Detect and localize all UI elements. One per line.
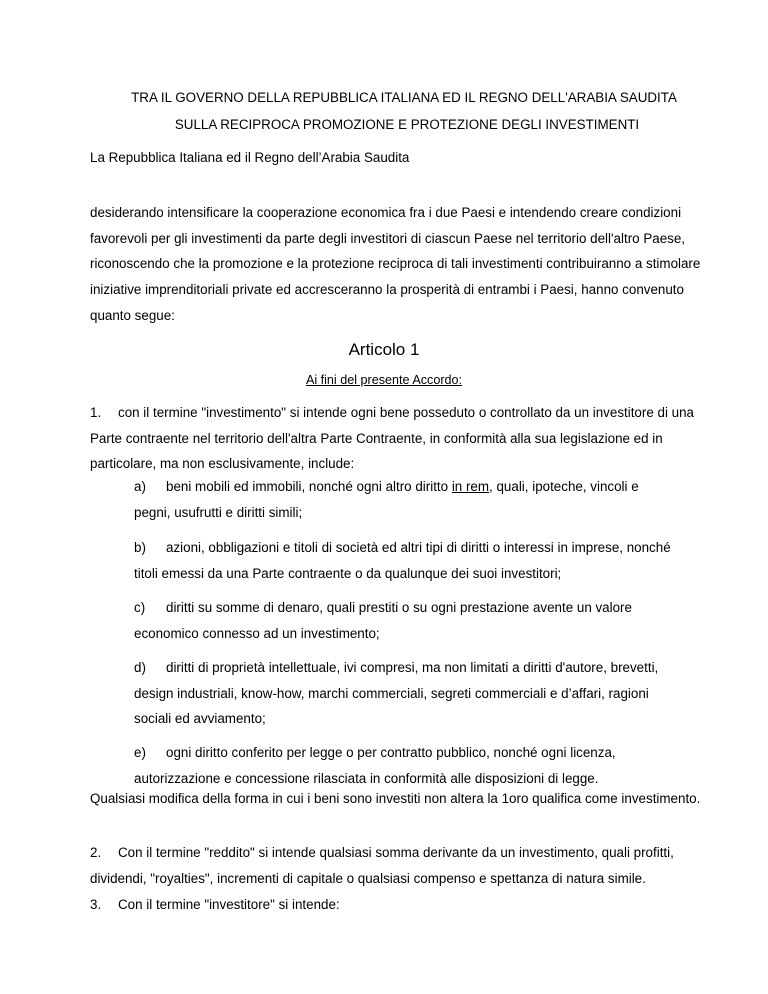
- clause-number: 2.: [90, 845, 102, 860]
- subclause-c: [134, 595, 674, 646]
- clause-text: Con il termine "reddito" si intende qualsiasi somma derivante da un investimento, quali profitti, dividendi, "royalties", incrementi di capitale o qualsiasi compenso e spettanza di natura simile.: [90, 845, 674, 886]
- subclause-text: diritti di proprietà intellettuale, ivi compresi, ma non limitati a diritti d'autore, brevetti, design industriali, know-how, marchi commerciali, segreti commerciali e d’affari, ragioni sociali ed avviamento;: [134, 660, 659, 727]
- clause-number: 3.: [90, 897, 102, 912]
- subclause-label: b): [134, 540, 146, 555]
- document-title-line-1: TRA IL GOVERNO DELLA REPUBBLICA ITALIANA ED IL REGNO DELL'ARABIA SAUDITA: [131, 90, 677, 105]
- clause-number: 1.: [90, 405, 102, 420]
- clause-3: [90, 892, 710, 918]
- subclause-a: [134, 474, 674, 525]
- clause-2: [90, 840, 710, 891]
- qualification-paragraph: Qualsiasi modifica della forma in cui i beni sono investiti non altera la 1oro qualifica come investimento.: [90, 791, 701, 806]
- subclause-underlined-term: in rem: [451, 479, 490, 494]
- clause-text: Con il termine "investitore" si intende:: [118, 897, 340, 912]
- subclause-b: [134, 535, 674, 586]
- subclause-text-after: , quali, ipoteche, vincoli e pegni, usufrutti e diritti simili;: [134, 479, 639, 520]
- recital-paragraph: desiderando intensificare la cooperazione economica fra i due Paesi e intendendo creare condizioni favorevoli per gli investimenti da parte degli investitori di ciascun Paese nel territorio dell'altro Paese, riconoscendo che la promozione e la protezione reciproca di tali investimenti contribuiranno a stimolare iniziative imprenditoriali private ed accresceranno la prosperità di entrambi i Paesi, hanno convenuto quanto segue:: [90, 205, 701, 323]
- subclause-label: c): [134, 600, 146, 615]
- clause-text: con il termine "investimento" si intende ogni bene posseduto o controllato da un investitore di una Parte contraente nel territorio dell'altra Parte Contraente, in conformità alla sua legislazione ed in particolare, ma non esclusivamente, include:: [90, 405, 694, 472]
- subclause-label: a): [134, 479, 146, 494]
- subclause-text: azioni, obbligazioni e titoli di società ed altri tipi di diritti o interessi in imprese, nonché titoli emessi da una Parte contraente o da qualunque dei suoi investitori;: [134, 540, 671, 581]
- article-subheading: Ai fini del presente Accordo:: [305, 373, 463, 387]
- subclause-text-before: beni mobili ed immobili, nonché ogni altro diritto: [166, 479, 452, 494]
- clause-1: [90, 400, 710, 477]
- subclause-label: e): [134, 745, 146, 760]
- subclause-d: [134, 655, 674, 732]
- article-heading: Articolo 1: [348, 340, 420, 359]
- subclause-label: d): [134, 660, 146, 675]
- subclause-text: ogni diritto conferito per legge o per contratto pubblico, nonché ogni licenza, autorizzazione e concessione rilasciata in conformità alle disposizioni di legge.: [134, 745, 616, 786]
- subclause-text: diritti su somme di denaro, quali prestiti o su ogni prestazione avente un valore economico connesso ad un investimento;: [134, 600, 632, 641]
- subclause-e: [134, 740, 674, 791]
- intro-parties: La Repubblica Italiana ed il Regno dell’Arabia Saudita: [90, 150, 410, 165]
- document-title-line-2: SULLA RECIPROCA PROMOZIONE E PROTEZIONE DEGLI INVESTIMENTI: [174, 117, 640, 132]
